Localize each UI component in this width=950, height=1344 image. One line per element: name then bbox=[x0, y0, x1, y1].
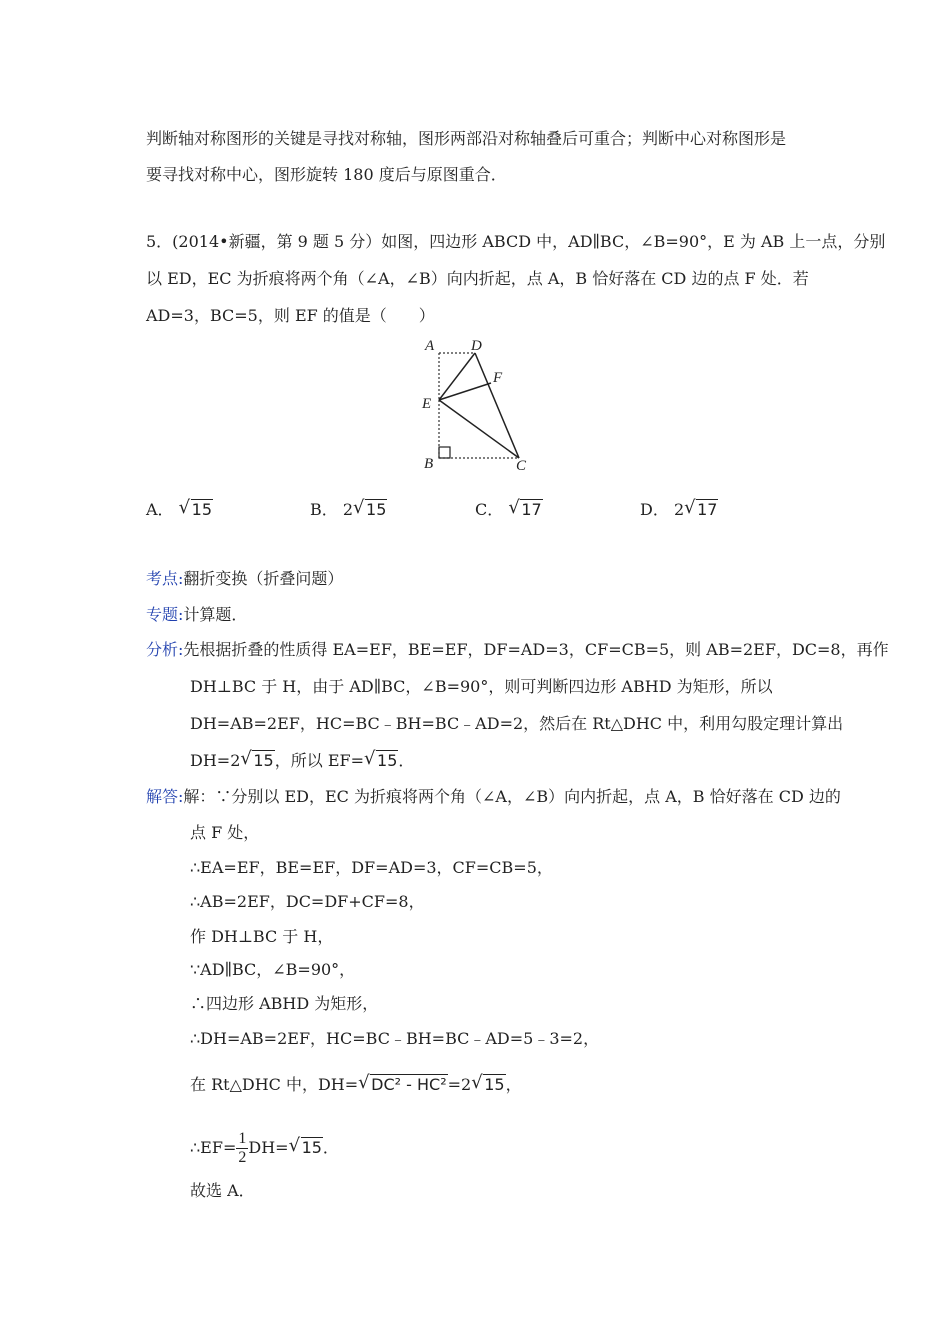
solution-label: 解答: bbox=[146, 787, 184, 806]
label-A: A bbox=[425, 338, 435, 354]
segment-EF bbox=[439, 383, 491, 400]
fenxi-sqrt-2: √ 15 bbox=[364, 748, 398, 770]
option-b-letter: B． bbox=[310, 500, 338, 519]
fraction-denominator: 2 bbox=[238, 1149, 247, 1166]
solution-line-10-b: DH= bbox=[248, 1138, 289, 1157]
option-c-sqrt: √ 17 bbox=[508, 497, 542, 519]
intro-line-1: 判断轴对称图形的关键是寻找对称轴，图形两部沿对称轴叠后可重合；判断中心对称图形是 bbox=[146, 129, 787, 148]
label-E: E bbox=[422, 396, 432, 412]
fraction-one-half bbox=[236, 1130, 248, 1167]
fenxi-line-4-a: DH=2 bbox=[190, 751, 241, 770]
kaodian-label: 考点: bbox=[146, 569, 184, 588]
option-c[interactable] bbox=[475, 498, 543, 522]
solution-radicand-15-a: 15 bbox=[484, 1075, 505, 1094]
fenxi-line-4-b: ，所以 EF= bbox=[274, 751, 365, 770]
label-C: C bbox=[516, 458, 527, 474]
label-D: D bbox=[471, 338, 482, 354]
geometry-figure bbox=[418, 335, 538, 475]
option-c-letter: C． bbox=[475, 500, 504, 519]
option-b-radicand: 15 bbox=[366, 500, 387, 519]
solution-line-1: 解：∵分别以 ED，EC 为折痕将两个角（∠A，∠B）向内折起，点 A，B 恰好落在 CD 边的 bbox=[183, 787, 841, 806]
option-d-letter: D． bbox=[640, 500, 669, 519]
solution-line-10-a: ∴EF= bbox=[190, 1138, 237, 1157]
solution-line-11: 故选 A． bbox=[190, 1181, 255, 1200]
solution-line-9 bbox=[190, 1074, 522, 1096]
fenxi-radicand-2: 15 bbox=[377, 751, 398, 770]
label-B: B bbox=[424, 456, 434, 472]
fenxi-line-4 bbox=[190, 750, 414, 772]
solution-line-6: ∵AD∥BC，∠B=90°， bbox=[190, 960, 356, 979]
solution-line-5: 作 DH⊥BC 于 H， bbox=[190, 927, 334, 946]
solution-radicand-15-b: 15 bbox=[301, 1138, 322, 1157]
solution-row-1 bbox=[146, 786, 841, 808]
question-line-2: 以 ED，EC 为折痕将两个角（∠A，∠B）向内折起，点 A，B 恰好落在 CD 边的点 F 处．若 bbox=[146, 269, 809, 288]
segment-ED bbox=[439, 353, 475, 400]
label-F: F bbox=[493, 370, 503, 386]
intro-line-2: 要寻找对称中心，图形旋转 180 度后与原图重合． bbox=[146, 165, 507, 184]
option-a-radicand: 15 bbox=[191, 500, 213, 519]
fenxi-radicand-1: 15 bbox=[253, 751, 274, 770]
solution-line-8: ∴DH=AB=2EF，HC=BC﹣BH=BC﹣AD=5﹣3=2， bbox=[190, 1029, 600, 1048]
fenxi-sqrt-1: √ 15 bbox=[240, 748, 274, 770]
option-a-letter: A． bbox=[146, 500, 174, 519]
option-b[interactable] bbox=[310, 498, 387, 522]
option-b-sqrt: √ 15 bbox=[353, 497, 387, 519]
solution-line-9-a: 在 Rt△DHC 中，DH= bbox=[190, 1075, 359, 1094]
kaodian-row bbox=[146, 568, 343, 590]
option-c-radicand: 17 bbox=[521, 500, 542, 519]
option-d-sqrt: √ 17 bbox=[684, 497, 718, 519]
zhuanti-label: 专题: bbox=[146, 605, 184, 624]
solution-line-3: ∴EA=EF，BE=EF，DF=AD=3，CF=CB=5， bbox=[190, 858, 553, 877]
solution-sqrt-15-b: √ 15 bbox=[288, 1135, 322, 1157]
fenxi-line-4-c: ． bbox=[398, 751, 415, 770]
option-d-radicand: 17 bbox=[697, 500, 718, 519]
solution-sqrt-15-a: √ 15 bbox=[471, 1072, 505, 1094]
fenxi-line-3: DH=AB=2EF，HC=BC﹣BH=BC﹣AD=2，然后在 Rt△DHC 中，利用勾股定理计算出 bbox=[190, 714, 844, 733]
solution-line-9-c: ， bbox=[505, 1075, 522, 1094]
solution-line-9-b: =2 bbox=[447, 1075, 472, 1094]
solution-line-2: 点 F 处， bbox=[190, 823, 260, 842]
right-angle-mark bbox=[439, 447, 450, 458]
zhuanti-row bbox=[146, 604, 247, 626]
option-b-coef: 2 bbox=[342, 500, 354, 519]
kaodian-text: 翻折变换（折叠问题） bbox=[183, 569, 344, 588]
solution-line-4: ∴AB=2EF，DC=DF+CF=8， bbox=[190, 892, 425, 911]
solution-line-10 bbox=[190, 1128, 339, 1168]
option-a-sqrt: √ 15 bbox=[178, 497, 213, 519]
question-line-1: 5．(2014•新疆，第 9 题 5 分）如图，四边形 ABCD 中，AD∥BC，∠B=90°，E 为 AB 上一点，分别 bbox=[146, 232, 886, 251]
solution-line-7: ∴四边形 ABHD 为矩形， bbox=[190, 994, 379, 1013]
fraction-numerator: 1 bbox=[238, 1130, 247, 1147]
solution-radicand-dc-hc: DC² - HC² bbox=[371, 1075, 447, 1094]
fenxi-line-1: 先根据折叠的性质得 EA=EF，BE=EF，DF=AD=3，CF=CB=5，则 AB=2EF，DC=8，再作 bbox=[183, 640, 889, 659]
zhuanti-text: 计算题． bbox=[183, 605, 248, 624]
fenxi-line-2: DH⊥BC 于 H，由于 AD∥BC，∠B=90°，则可判断四边形 ABHD 为矩形，所以 bbox=[190, 677, 773, 696]
option-d-coef: 2 bbox=[673, 500, 685, 519]
fenxi-row-1 bbox=[146, 639, 889, 661]
solution-line-10-c: ． bbox=[322, 1138, 339, 1157]
option-d[interactable] bbox=[640, 498, 718, 522]
solution-sqrt-dc-hc: √ DC² - HC² bbox=[358, 1072, 447, 1094]
question-line-3: AD=3，BC=5，则 EF 的值是（ ） bbox=[146, 306, 435, 325]
fenxi-label: 分析: bbox=[146, 640, 184, 659]
option-a[interactable] bbox=[146, 498, 213, 522]
